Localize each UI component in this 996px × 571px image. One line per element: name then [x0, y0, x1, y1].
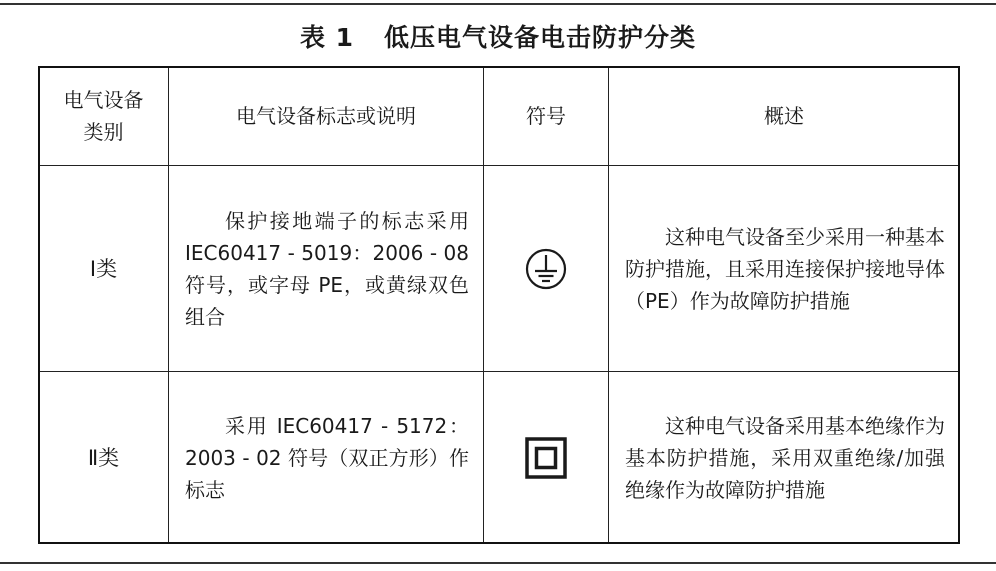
- row2-category: Ⅱ类: [38, 371, 169, 544]
- row2-symbol: [483, 371, 609, 544]
- row1-marking-text: 保护接地端子的标志采用 IEC60417 - 5019：2006 - 08 符号，或字母 PE，或黄绿双色组合: [185, 208, 469, 329]
- double-square-icon: [524, 436, 568, 480]
- table-number: 表 1: [299, 23, 355, 52]
- top-rule: [0, 3, 996, 5]
- row1-category: Ⅰ类: [38, 165, 169, 372]
- row2-marking: [168, 371, 484, 544]
- row1-overview: [608, 165, 960, 372]
- header-category: 电气设备类别: [38, 66, 169, 166]
- bottom-rule: [0, 562, 996, 564]
- header-marking: 电气设备标志或说明: [168, 66, 484, 166]
- row2-marking-text: 采用 IEC60417 - 5172：2003 - 02 符号（双正方形）作标志: [185, 413, 469, 502]
- table-title: 低压电气设备电击防护分类: [384, 23, 697, 52]
- row1-marking: [168, 165, 484, 372]
- row1-symbol: [483, 165, 609, 372]
- row2-overview: [608, 371, 960, 544]
- header-overview: 概述: [608, 66, 960, 166]
- header-symbol: 符号: [483, 66, 609, 166]
- row2-overview-text: 这种电气设备采用基本绝缘作为基本防护措施，采用双重绝缘/加强绝缘作为故障防护措施: [625, 413, 945, 502]
- protective-earth-icon: [523, 246, 569, 292]
- table-caption: [0, 18, 996, 54]
- row1-overview-text: 这种电气设备至少采用一种基本防护措施，且采用连接保护接地导体（PE）作为故障防护措施: [625, 224, 945, 313]
